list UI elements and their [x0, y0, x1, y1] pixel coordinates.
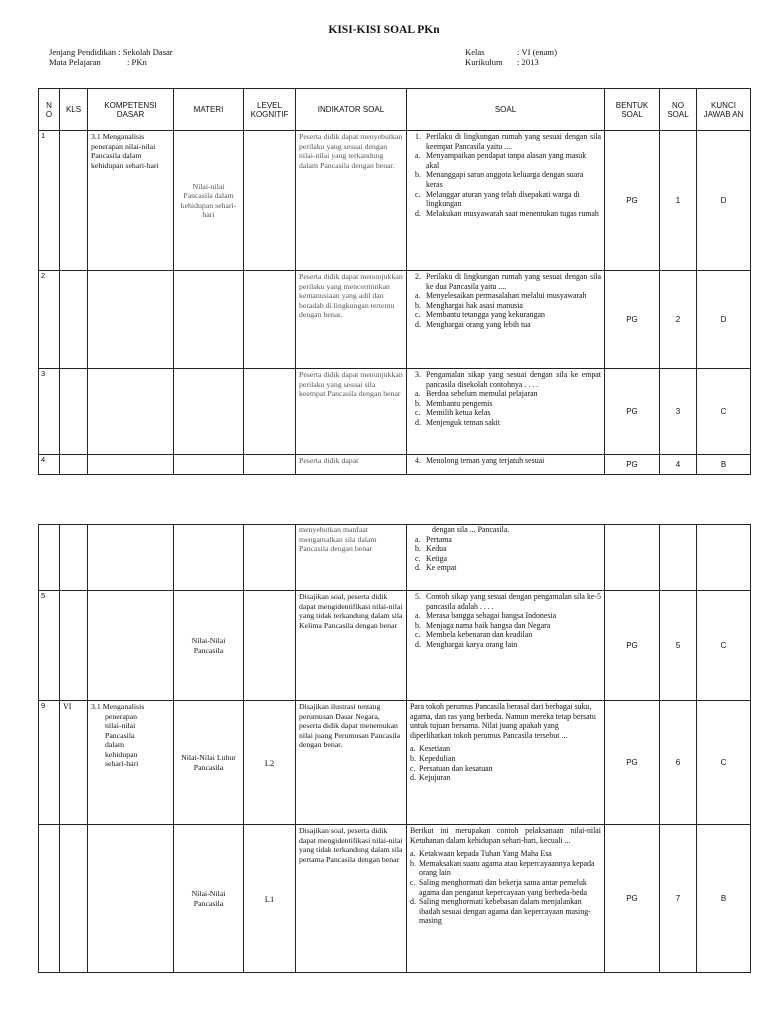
- option-text: Melanggar aturan yang telah disepakati warga di lingkungan: [426, 189, 580, 209]
- nomor-soal: 1: [660, 131, 697, 271]
- question-text: Pengamalan sikap yang sesuai dengan sila ke empat pancasila disekolah contohnya . . . .: [426, 370, 601, 389]
- header-no: N O: [39, 89, 60, 131]
- bentuk-soal: PG: [605, 455, 660, 475]
- option-key: a.: [415, 389, 421, 399]
- jenjang-value: : Sekolah Dasar: [118, 47, 173, 57]
- bentuk-soal: PG: [605, 271, 660, 369]
- soal: [407, 131, 605, 271]
- materi: Nilai-Nilai Pancasila: [174, 825, 244, 973]
- option-text: Ketakwaan kepada Tuhan Yang Maha Esa: [419, 849, 552, 859]
- indikator-soal: Peserta didik dapat menunjukkan perilaku yang sesuai sila keempat Pancasila dengan benar: [296, 369, 407, 455]
- question-number: 5.: [415, 592, 421, 601]
- option-key: d.: [415, 319, 421, 329]
- option-key: b.: [415, 398, 421, 408]
- indikator-soal: Disajikan soal, peserta didik dapat mengidentifikasi nilai-nilai yang tidak terkandung dalam sila Kelima Pancasila dengan benar: [296, 591, 407, 701]
- nomor-soal: 2: [660, 271, 697, 369]
- kelas-value: : VI (enam): [517, 47, 557, 57]
- kunci-jawaban: B: [697, 825, 751, 973]
- header-kls: KLS: [60, 89, 88, 131]
- table-row: [39, 591, 751, 701]
- question-text: Contoh sikap yang sesuai dengan pengamalan sila ke-5 pancasila adalah . . . .: [426, 592, 601, 611]
- level-kognitif: L2: [244, 701, 296, 825]
- option-text: Kejujuran: [419, 773, 451, 783]
- option-key: b.: [415, 620, 421, 630]
- kunci-jawaban: C: [697, 369, 751, 455]
- indikator-soal: Peserta didik dapat menunjukkan perilaku yang mencerminkan kemanusiaan yang adil dan beradab di lingkungan tertentu dengan benar.: [296, 271, 407, 369]
- question-text: Berikut ini merupakan contoh pelaksanaan nilai-nilai Ketuhanan dalam kehidupan sehari-hari, kecuali ...: [410, 826, 601, 845]
- kisi-table-page2: [38, 524, 751, 973]
- option-key: c.: [410, 877, 416, 887]
- bentuk-soal: PG: [605, 825, 660, 973]
- materi: Nilai-Nilai Pancasila: [174, 591, 244, 701]
- indikator-soal: Disajikan soal, peserta didik dapat mengidentifikasi nilai-nilai yang tidak terkandung dalam sila pertama Pancasila dengan benar: [296, 825, 407, 973]
- kelas: VI: [60, 701, 88, 825]
- kunci-jawaban: C: [697, 701, 751, 825]
- option-text: Menghargai karya orang lain: [426, 639, 518, 649]
- question-number: 4.: [415, 456, 421, 465]
- nomor-soal: 6: [660, 701, 697, 825]
- kd-line: nilai-nilai: [105, 721, 136, 730]
- option-key: c.: [410, 763, 416, 773]
- option-text: Menghargai hak asasi manusia: [426, 300, 523, 310]
- option-key: d.: [410, 773, 416, 783]
- option-text: Kedua: [426, 544, 447, 554]
- option-text: Merasa bangga sebagai bangsa Indonesia: [426, 611, 557, 621]
- table-row: [39, 131, 751, 271]
- row-no: 2: [39, 271, 60, 369]
- question-number: 3.: [415, 370, 421, 379]
- kurikulum-label: Kurikulum: [465, 57, 503, 67]
- kd-line: Pancasila: [105, 730, 135, 740]
- meta-left: [49, 47, 173, 67]
- kompetensi-dasar: [88, 701, 174, 825]
- level-kognitif: L1: [244, 825, 296, 973]
- option-text: Membela kebenaran dan keadilan: [426, 630, 533, 640]
- question-text: Para tokoh perumus Pancasila berasal dari berbagai suku, agama, dan ras yang berbeda. Namun mereka tetap bersatu untuk tujuan bersama. Nilai juang apakah yang diperlihatkan tokoh perumus Pancasila tersebut ...: [410, 702, 596, 740]
- soal: [407, 701, 605, 825]
- option-text: Ke empat: [426, 563, 457, 573]
- kd-line: kehidupan: [105, 749, 138, 759]
- kd-line: dalam: [105, 740, 125, 749]
- header-materi: MATERI: [174, 89, 244, 131]
- soal: [407, 825, 605, 973]
- option-key: a.: [415, 611, 421, 621]
- bentuk-soal: PG: [605, 369, 660, 455]
- option-key: d.: [415, 563, 421, 573]
- option-key: c.: [415, 310, 421, 320]
- soal: [407, 525, 605, 591]
- question-number: 2.: [415, 272, 421, 281]
- row-no: 1: [39, 131, 60, 271]
- option-text: Ketiga: [426, 553, 448, 563]
- option-text: Saling menghormati dan bekerja sama antar pemeluk agama dan penganut kepercayaan yang berbeda-beda: [419, 877, 588, 897]
- jenjang-label: Jenjang Pendidikan: [49, 47, 117, 57]
- nomor-soal: 3: [660, 369, 697, 455]
- indikator-soal: Peserta didik dapat: [296, 455, 407, 475]
- option-key: a.: [410, 744, 416, 754]
- indikator-soal: Disajikan ilustrasi tentang perumusan Dasar Negara, peserta didik dapat menemukan nilai juang Perumusan Pancasila dengan benar.: [296, 701, 407, 825]
- option-key: b.: [415, 300, 421, 310]
- row-no: 5: [39, 591, 60, 701]
- header-kd: KOMPETENSI DASAR: [88, 89, 174, 131]
- option-text: Memaksakan suatu agama atau kepercayaannya kepada orang lain: [419, 858, 595, 878]
- question-text: dengan sila ... Pancasila.: [432, 525, 510, 534]
- option-key: d.: [410, 897, 416, 907]
- table-row: [39, 455, 751, 475]
- row-no: 4: [39, 455, 60, 475]
- kompetensi-dasar: [88, 131, 174, 271]
- option-text: Kesetiaan: [419, 744, 451, 754]
- mapel-label: Mata Pelajaran: [49, 57, 101, 67]
- option-key: d.: [415, 208, 421, 218]
- header-row: [39, 89, 751, 131]
- table-row: [39, 701, 751, 825]
- table-row: [39, 369, 751, 455]
- table-row: [39, 271, 751, 369]
- materi: Nilai-Nilai Luhur Pancasila: [174, 701, 244, 825]
- kd-title: 3.1 Menganalisis: [91, 132, 145, 141]
- kisi-table-page1: [38, 88, 751, 475]
- kd-title: 3.1 Menganalisis: [91, 702, 145, 711]
- option-text: Pertama: [426, 534, 452, 544]
- kd-text: penerapan nilai-nilai Pancasila dalam kehidupan sehari-hari: [91, 141, 159, 170]
- kurikulum-value: : 2013: [517, 57, 539, 67]
- header-soal: SOAL: [407, 89, 605, 131]
- kelas-label: Kelas: [465, 47, 485, 57]
- option-text: Menjenguk teman sakit: [426, 417, 501, 427]
- option-text: Menanggapi saran anggota keluarga dengan suara keras: [426, 170, 584, 189]
- option-text: Membantu pengemis: [426, 398, 493, 408]
- kunci-jawaban: C: [697, 591, 751, 701]
- option-key: b.: [415, 544, 421, 554]
- question-text: Perilaku di lingkungan rumah yang sesuai dengan sila keempat Pancasila yaitu ....: [426, 132, 601, 151]
- nomor-soal: 4: [660, 455, 697, 475]
- soal: [407, 271, 605, 369]
- option-key: a.: [415, 291, 421, 301]
- materi: Nilai-nilai Pancasila dalam kehidupan sehari-hari: [174, 131, 244, 271]
- option-key: b.: [410, 858, 416, 868]
- option-text: Menyelesaikan permasalahan melalui musyawarah: [426, 291, 587, 301]
- bentuk-soal: PG: [605, 591, 660, 701]
- header-indikator: INDIKATOR SOAL: [296, 89, 407, 131]
- option-text: Persatuan dan kesatuan: [419, 763, 493, 773]
- kunci-jawaban: B: [697, 455, 751, 475]
- option-text: Menyampaikan pendapat tanpa alasan yang masuk akal: [426, 151, 587, 170]
- table-row: [39, 825, 751, 973]
- soal: [407, 369, 605, 455]
- document-title: KISI-KISI SOAL PKn: [328, 24, 440, 36]
- option-key: c.: [415, 630, 421, 640]
- option-text: Berdoa sebelum memulai pelajaran: [426, 389, 538, 399]
- indikator-soal: menyebutkan manfaat mengamalkan sila dalam Pancasila dengan benar: [296, 525, 407, 591]
- question-text: Perilaku di lingkungan rumah yang sesuai dengan sila ke dua Pancasila yaitu ....: [426, 272, 601, 291]
- option-key: a.: [415, 151, 421, 161]
- option-key: d.: [415, 417, 421, 427]
- kunci-jawaban: D: [697, 271, 751, 369]
- option-text: Menghargai orang yang lebih tua: [426, 319, 531, 329]
- option-text: Melakukan musyawarah saat menentukan tugas rumah: [426, 208, 599, 218]
- row-no: 3: [39, 369, 60, 455]
- option-key: d.: [415, 639, 421, 649]
- header-bentuk: BENTUK SOAL: [605, 89, 660, 131]
- option-key: b.: [415, 170, 421, 180]
- kunci-jawaban: D: [697, 131, 751, 271]
- kd-line: sehari-hari: [105, 759, 139, 768]
- kd-line: penerapan: [105, 711, 138, 721]
- option-text: Membantu tetangga yang kekurangan: [426, 310, 545, 320]
- option-text: Saling menghormati kebebasan dalam menjalankan ibadah sesuai dengan agama dan kepercayaan masing-masing: [419, 897, 591, 926]
- bentuk-soal: PG: [605, 131, 660, 271]
- indikator-soal: Peserta didik dapat menyebutkan perilaku yang sesuai dengan nilai-nilai yang terkandung dalam Pancasila dengan benar.: [296, 131, 407, 271]
- header-kunci: KUNCI JAWAB AN: [697, 89, 751, 131]
- nomor-soal: 5: [660, 591, 697, 701]
- option-text: Menjaga nama baik bangsa dan Negara: [426, 620, 551, 630]
- option-key: a.: [415, 534, 421, 544]
- header-level: LEVEL KOGNITIF: [244, 89, 296, 131]
- question-text: Menolong teman yang terjatuh sesuai: [426, 456, 545, 465]
- table-row: [39, 525, 751, 591]
- mapel-value: : PKn: [127, 57, 147, 67]
- option-key: a.: [410, 849, 416, 859]
- option-key: c.: [415, 408, 421, 418]
- row-no: 9: [39, 701, 60, 825]
- soal: [407, 455, 605, 475]
- header-nosoal: NO SOAL: [660, 89, 697, 131]
- bentuk-soal: PG: [605, 701, 660, 825]
- option-key: c.: [415, 553, 421, 563]
- option-text: Kepedulian: [419, 753, 456, 763]
- option-key: c.: [415, 189, 421, 199]
- option-key: b.: [410, 753, 416, 763]
- option-text: Memilih ketua kelas: [426, 408, 491, 418]
- meta-right: [465, 47, 557, 67]
- question-number: 1.: [415, 132, 421, 141]
- nomor-soal: 7: [660, 825, 697, 973]
- soal: [407, 591, 605, 701]
